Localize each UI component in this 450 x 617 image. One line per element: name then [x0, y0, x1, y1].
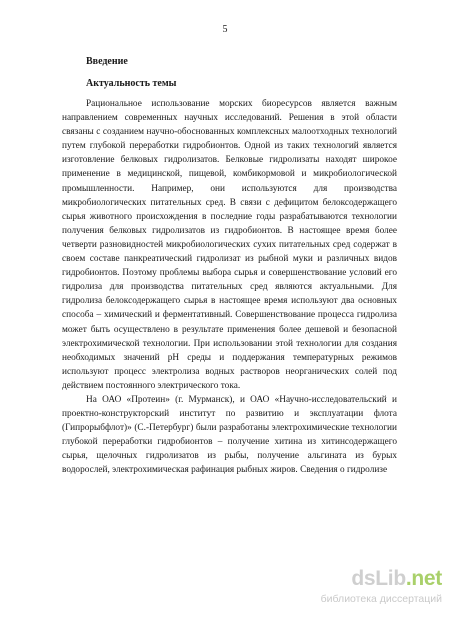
dslib-watermark — [320, 567, 442, 609]
watermark-logo-accent: .net — [405, 567, 442, 590]
paragraph-1: Рациональное использование морских биоресурсов является важным направлением современных научных исследований. Решения в этой области связаны с созданием научно-обоснованных комплексных малоотходных технологий путем глубокой переработки гидробионтов. Одной из таких технологий является изготовление белковых гидролизатов. Белковые гидролизаты находят широкое применение в медицинской, пищевой, комбикормовой и микробиологической промышленности. Например, они используются для производства микробиологических питательных сред. В связи с дефицитом белоксодержащего сырья животного происхождения в последние годы разрабатываются технологии получения белковых гидролизатов из гидробионтов. В настоящее время более четверти разновидностей микробиологических сухих питательных сред содержат в своем составе панкреатический гидролизат из рыбной муки и различных видов гидробионтов. Поэтому проблемы выбора сырья и совершенствование условий его гидролиза для производства питательных сред являются актуальными. Для гидролиза белоксодержащего сырья в настоящее время используют два основных способа – химический и ферментативный. Совершенствование процесса гидролиза может быть осуществлено в результате применения более дешевой и безопасной электрохимической технологии. При использовании этой технологии для создания необходимых значений pH среды и поддержания температурных режимов используют процесс электролиза водных растворов неорганических солей под действием постоянного электрического тока. — [62, 99, 397, 391]
watermark-subtitle: библиотека диссертаций — [320, 593, 442, 605]
page-number: 5 — [222, 24, 228, 35]
section-heading-relevance: Актуальность темы — [86, 78, 177, 89]
paragraph-2: На ОАО «Протеин» (г. Мурманск), и ОАО «Научно-исследовательский и проектно-конструкторский институт по развитию и эксплуатации флота (Гипрорыбфлот)» (С.-Петербург) были разработаны электрохимические технологии глубокой переработки гидробионтов – получение хитина из хитинсодержащего сырья, щелочных гидролизатов из рыбы, получение альгината из бурых водорослей, электрохимическая рафинация рыбных жиров. Сведения о гидролизе — [62, 394, 397, 476]
section-heading-intro: Введение — [86, 56, 128, 67]
watermark-logo — [351, 567, 442, 591]
watermark-logo-main: dsLib — [351, 567, 406, 590]
body-text — [62, 97, 397, 478]
